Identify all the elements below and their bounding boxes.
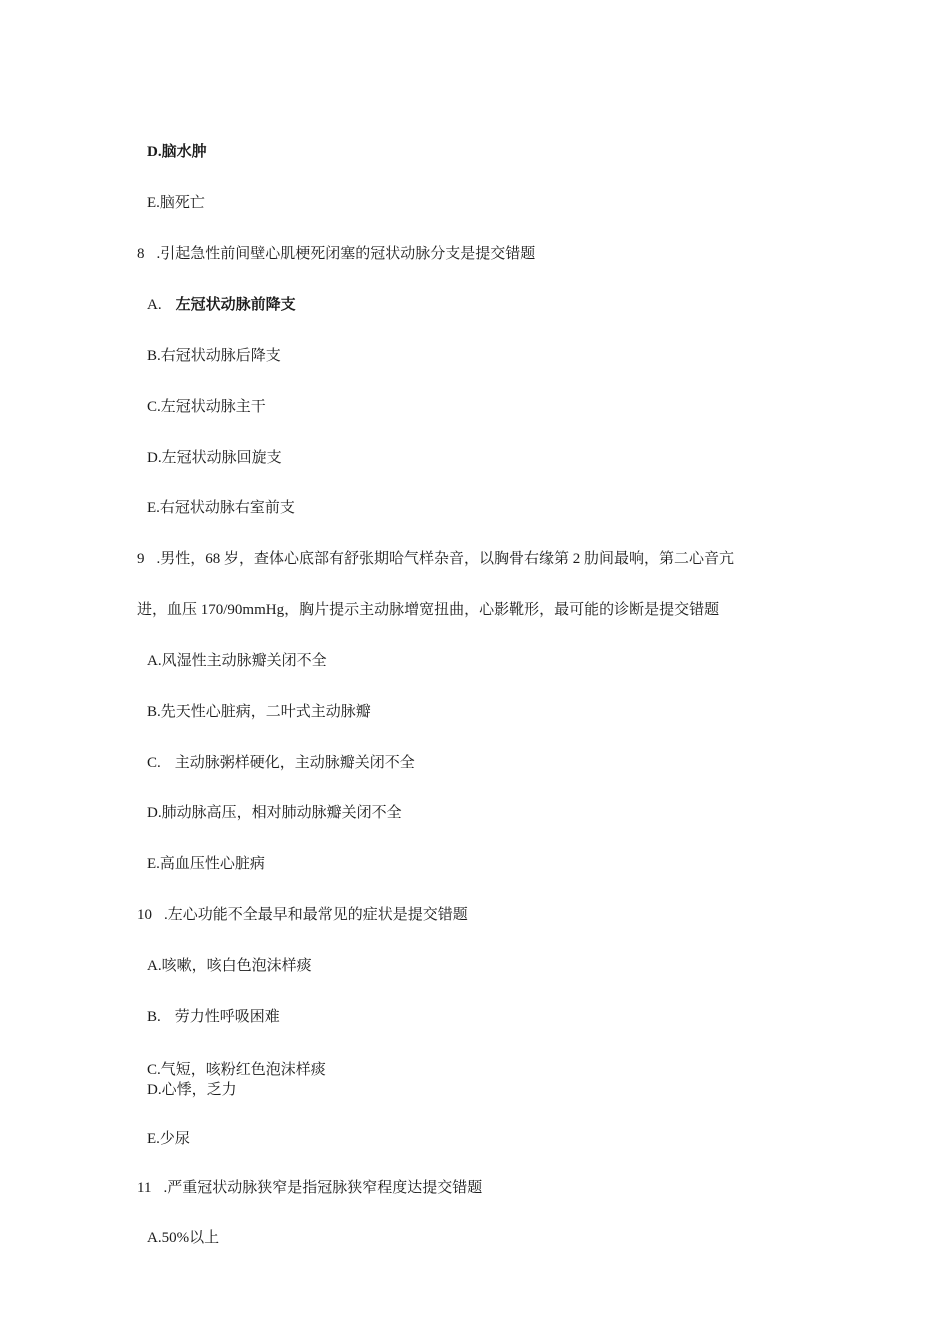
q11-stem bbox=[137, 1179, 482, 1197]
option-letter: E. bbox=[147, 195, 160, 211]
option-text: 脑死亡 bbox=[159, 195, 205, 211]
option-letter: A. bbox=[147, 653, 162, 669]
q9-option-e bbox=[147, 855, 265, 873]
option-text: 脑水肿 bbox=[161, 144, 207, 160]
option-text: 左冠状动脉前降支 bbox=[175, 297, 296, 313]
q9-stem-line2 bbox=[137, 601, 719, 619]
q9-option-d bbox=[147, 804, 402, 822]
option-letter: C. bbox=[147, 755, 161, 771]
option-text: 少尿 bbox=[159, 1131, 190, 1147]
option-text: 右冠状动脉后降支 bbox=[160, 348, 281, 364]
question-text-continued: 进，血压 170/90mmHg，胸片提示主动脉增宽扭曲，心影靴形，最可能的诊断是提交错题 bbox=[137, 602, 720, 618]
option-text: 先天性心脏病，二叶式主动脉瓣 bbox=[160, 704, 371, 720]
option-letter: D. bbox=[147, 1082, 162, 1098]
option-letter: B. bbox=[147, 348, 161, 364]
option-letter: A. bbox=[147, 958, 162, 974]
q9-option-c bbox=[147, 754, 415, 772]
option-letter: E. bbox=[147, 500, 160, 516]
q10-option-b bbox=[147, 1008, 280, 1026]
option-text: 右冠状动脉右室前支 bbox=[159, 500, 295, 516]
option-text: 肺动脉高压，相对肺动脉瓣关闭不全 bbox=[161, 805, 402, 821]
question-text: .引起急性前间壁心肌梗死闭塞的冠状动脉分支是提交错题 bbox=[156, 246, 536, 262]
q8-option-e bbox=[147, 499, 295, 517]
option-letter: C. bbox=[147, 1062, 161, 1078]
q7-option-e bbox=[147, 194, 205, 212]
question-number: 8 bbox=[137, 246, 145, 262]
option-text: 50%以上 bbox=[161, 1230, 220, 1246]
option-letter: E. bbox=[147, 1131, 160, 1147]
option-text: 气短，咳粉红色泡沫样痰 bbox=[160, 1062, 326, 1078]
option-letter: B. bbox=[147, 1009, 161, 1025]
q8-option-d bbox=[147, 449, 282, 467]
q10-option-a bbox=[147, 957, 312, 975]
q10-stem bbox=[137, 906, 468, 924]
option-text: 左冠状动脉回旋支 bbox=[161, 450, 282, 466]
option-letter: D. bbox=[147, 805, 162, 821]
option-letter: E. bbox=[147, 856, 160, 872]
option-text: 主动脉粥样硬化，主动脉瓣关闭不全 bbox=[174, 755, 415, 771]
option-letter: B. bbox=[147, 704, 161, 720]
option-text: 风湿性主动脉瓣关闭不全 bbox=[161, 653, 327, 669]
q7-option-d bbox=[147, 143, 207, 161]
option-letter: D. bbox=[147, 144, 162, 160]
q9-stem-line1 bbox=[137, 550, 734, 568]
q9-option-b bbox=[147, 703, 371, 721]
q11-option-a bbox=[147, 1229, 219, 1247]
option-text: 劳力性呼吸困难 bbox=[174, 1009, 280, 1025]
option-text: 心悸，乏力 bbox=[161, 1082, 237, 1098]
option-text: 高血压性心脏病 bbox=[159, 856, 265, 872]
q8-option-c bbox=[147, 398, 266, 416]
option-letter: D. bbox=[147, 450, 162, 466]
option-text: 左冠状动脉主干 bbox=[160, 399, 266, 415]
question-text: .严重冠状动脉狭窄是指冠脉狭窄程度达提交错题 bbox=[163, 1180, 483, 1196]
question-text: .男性，68 岁，查体心底部有舒张期哈气样杂音，以胸骨右缘第 2 肋间最响，第二心音亢 bbox=[156, 551, 735, 567]
q8-option-a bbox=[147, 296, 296, 314]
q8-stem bbox=[137, 245, 535, 263]
q9-option-a bbox=[147, 652, 327, 670]
question-text: .左心功能不全最早和最常见的症状是提交错题 bbox=[164, 907, 468, 923]
question-number: 10 bbox=[137, 907, 152, 923]
question-number: 11 bbox=[137, 1180, 152, 1196]
question-number: 9 bbox=[137, 551, 145, 567]
option-text: 咳嗽，咳白色泡沫样痰 bbox=[161, 958, 312, 974]
q10-option-d bbox=[147, 1081, 237, 1099]
option-letter: C. bbox=[147, 399, 161, 415]
option-letter: A. bbox=[147, 297, 162, 313]
q10-option-c bbox=[147, 1061, 326, 1079]
q8-option-b bbox=[147, 347, 281, 365]
q10-option-e bbox=[147, 1130, 190, 1148]
option-letter: A. bbox=[147, 1230, 162, 1246]
